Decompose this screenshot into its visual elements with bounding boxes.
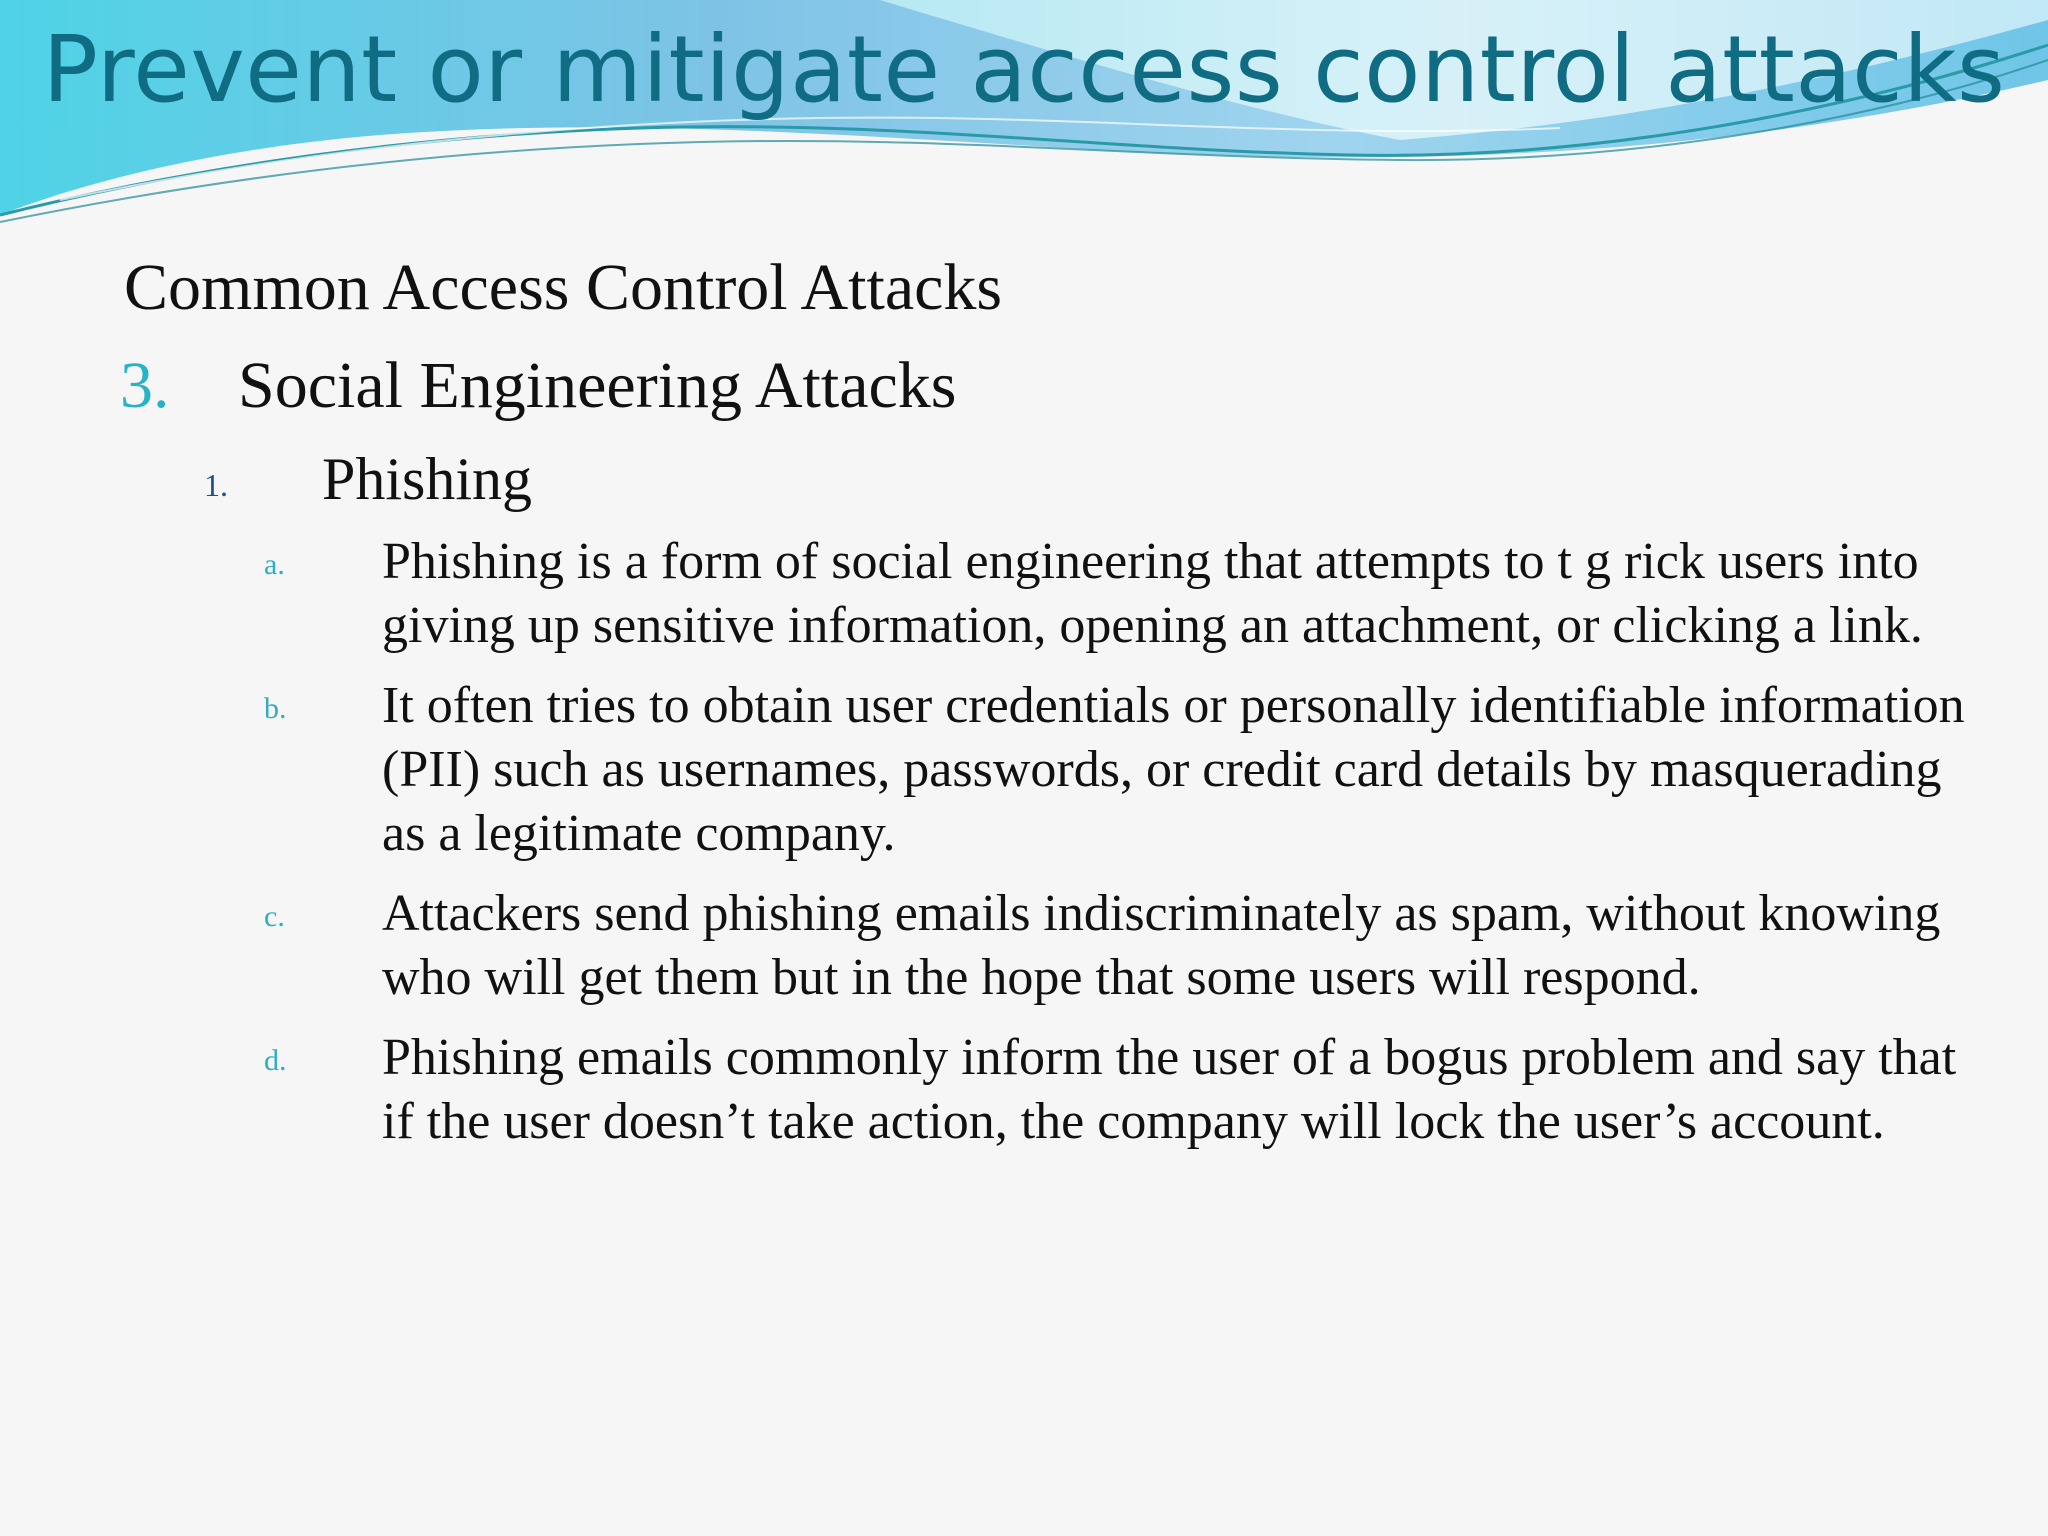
list-item-text: Phishing emails commonly inform the user of a bogus problem and say that if the user doesn’t take action, the company will lock the user’s account. bbox=[382, 1029, 1957, 1150]
list-item bbox=[264, 674, 1984, 866]
list-marker: c. bbox=[264, 900, 285, 933]
list-item-text: Attackers send phishing emails indiscriminately as spam, without knowing who will get them but in the hope that some users will respond. bbox=[382, 885, 1941, 1006]
list-item bbox=[264, 882, 1984, 1010]
list-marker: d. bbox=[264, 1044, 287, 1077]
content-heading: Common Access Control Attacks bbox=[124, 251, 1003, 324]
section-number: 3. bbox=[120, 349, 170, 422]
subsection-number: 1. bbox=[204, 467, 228, 503]
section-label: Social Engineering Attacks bbox=[238, 349, 957, 422]
slide-title: Prevent or mitigate access control attacks bbox=[42, 16, 2006, 123]
list-item bbox=[264, 530, 1984, 658]
list-item bbox=[264, 1026, 1984, 1154]
bullet-list bbox=[264, 530, 1984, 1170]
list-item-text: It often tries to obtain user credentials or personally identifiable information (PII) such as usernames, passwords, or credit card details by masquerading as a legitimate company. bbox=[382, 677, 1965, 862]
list-item-text: Phishing is a form of social engineering that attempts to t g rick users into giving up sensitive information, opening an attachment, or clicking a link. bbox=[382, 533, 1923, 654]
list-marker: b. bbox=[264, 692, 287, 725]
list-marker: a. bbox=[264, 548, 285, 581]
subsection-label: Phishing bbox=[322, 446, 533, 512]
